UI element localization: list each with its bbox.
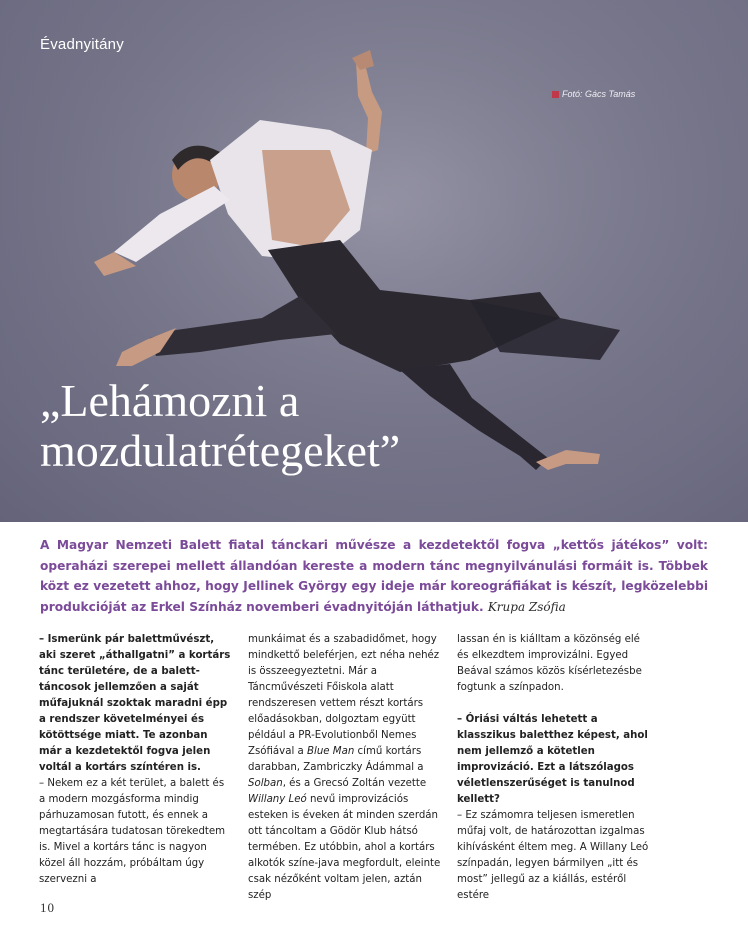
interview-answer-2: – Ez számomra teljesen ismeretlen műfaj volt, de határozottan izgalmas kihívásként éltem meg. A Willany Leó színpadán, legyen bármilyen „itt és most” jellegű az a kiállás, estéről estére <box>457 810 649 901</box>
text-column-1 <box>39 632 231 888</box>
interview-question-2: – Óriási váltás lehetett a klasszikus baletthez képest, ahol nem jellemző a kötetlen improvizáció. Ezt a látszólagos véletlenszerűséget is tanulnod kellett? <box>457 714 648 805</box>
headline-line-2: mozdulatrétegeket” <box>40 425 401 476</box>
answer-text-1: munkáimat és a szabadidőmet, hogy mindkettő beleférjen, ezt néha nehéz is összeegyeztetni. Már a Táncművészeti Főiskola alatt rendszeresen vettem részt kortárs előadásokban, dolgoztam együtt például a PR-Evolutionből Nemes Zsófiával a <box>248 634 440 757</box>
page-number: 10 <box>40 900 55 915</box>
text-column-2 <box>248 632 444 904</box>
lead-paragraph <box>40 535 708 617</box>
credit-marker-icon <box>552 91 559 98</box>
author-byline: Krupa Zsófia <box>487 599 566 614</box>
interview-answer-end: lassan én is kiálltam a közönség elé és elkezdtem improvizálni. Egyed Beával számos közös kísérletezésbe fogtunk a színpadon. <box>457 634 642 693</box>
answer-text-3: , és a Grecsó Zoltán vezette <box>282 778 427 789</box>
section-label: Évadnyitány <box>40 36 124 53</box>
photo-credit <box>552 89 635 99</box>
interview-question: – Ismerünk pár balettművészt, aki szeret „áthallgatni” a kortárs tánc területére, de a balett-táncosok jellemzően a saját műfajuknál szoktak maradni épp a rendszer követelményei és kötöttsége miatt. Te azonban már a kezdetektől fogva jelen voltál a kortárs színtéren is. <box>39 634 231 773</box>
work-title-blue-man: Blue Man <box>307 746 355 757</box>
interview-answer-continued <box>248 632 444 904</box>
interview-answer: – Nekem ez a két terület, a balett és a modern mozgásforma mindig párhuzamosan futott, és ennek a megtartására tudatosan törekedtem is. Mivel a kortárs tánc is nagyon közel áll hozzám, próbáltam úgy szervezni a <box>39 778 226 885</box>
article-headline <box>40 376 600 476</box>
answer-text-2: című kortárs darabban, Zambriczky Ádámmal a <box>248 746 424 773</box>
headline-line-1: „Lehámozni a <box>40 375 300 426</box>
text-column-3 <box>457 632 649 904</box>
lead-text: A Magyar Nemzeti Balett fiatal tánckari művésze a kezdetektől fogva „kettős játékos” volt: operaházi szerepei mellett állandóan kereste a modern tánc megnyilvánulási formáit is. Többek közt ez vezetett ahhoz, hogy Jellinek György egy ideje már koreográfiákat is készít, legközelebbi produkcióját az Erkel Színház novemberi évadnyitóján láthatjuk. <box>40 538 708 614</box>
work-title-sol: Solban <box>248 778 283 789</box>
answer-text-4: nevű improvizációs esteken is éveken át minden szerdán ott táncoltam a Gödör Klub hátsó termében. Ez utóbbin, ahol a kortárs alkotók színe-java megfordult, eleinte csak nézőként voltam jelen, aztán szép <box>248 794 441 901</box>
work-title-willany-leo: Willany Leó <box>248 794 307 805</box>
photo-credit-text: Fotó: Gács Tamás <box>562 89 636 99</box>
